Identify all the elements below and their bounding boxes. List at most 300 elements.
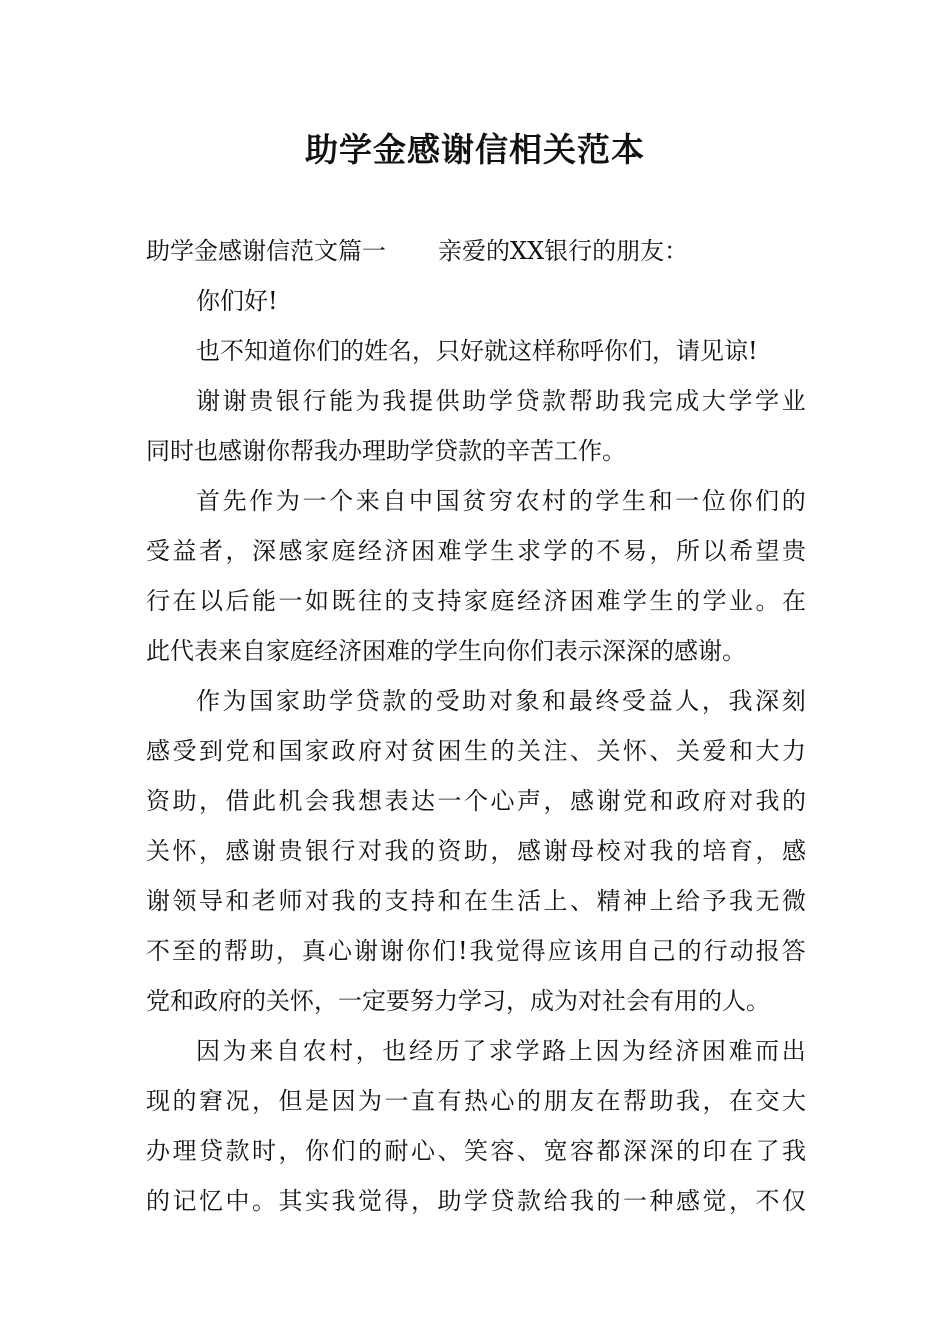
- char: ，: [199, 787, 223, 815]
- char: 因: [331, 1087, 356, 1115]
- char: 给: [543, 1187, 568, 1215]
- char: 谢: [196, 387, 220, 415]
- char: 贷: [515, 387, 540, 415]
- char: 我: [570, 1187, 594, 1215]
- char: 培: [702, 837, 727, 865]
- char: 助: [464, 837, 488, 865]
- char: 深: [252, 537, 276, 565]
- char: 了: [462, 1037, 487, 1065]
- char: 的: [676, 837, 700, 865]
- char: 学: [515, 1037, 540, 1065]
- char: 款: [542, 387, 567, 415]
- char: 位: [701, 487, 726, 515]
- char: 农: [302, 1037, 327, 1065]
- char: ，: [411, 1187, 435, 1215]
- char: 在: [729, 1087, 753, 1115]
- text-line: [146, 326, 806, 376]
- char: 对: [305, 887, 329, 915]
- char: 、: [649, 737, 674, 765]
- char: 到: [199, 737, 223, 765]
- char: 会: [305, 787, 329, 815]
- char: 党: [225, 737, 250, 765]
- char: 的: [409, 687, 433, 715]
- char: 一: [278, 587, 303, 615]
- char: 易: [623, 537, 647, 565]
- char: 我: [622, 387, 646, 415]
- char: 一: [675, 487, 700, 515]
- char: ，: [649, 537, 674, 565]
- char: 能: [329, 387, 354, 415]
- char: 终: [595, 687, 620, 715]
- char: 记: [172, 1187, 197, 1215]
- char: 个: [464, 787, 488, 815]
- char: 作: [249, 487, 274, 515]
- char: 穷: [488, 487, 513, 515]
- char: 国: [278, 737, 303, 765]
- char: 支: [384, 887, 409, 915]
- char: 和: [225, 887, 250, 915]
- char: 提: [409, 387, 433, 415]
- char: 上: [649, 887, 674, 915]
- char: 家: [464, 587, 488, 615]
- char: 关: [146, 837, 170, 865]
- char: 时: [252, 1137, 276, 1165]
- char: 谢: [354, 937, 378, 965]
- char: 印: [702, 1137, 727, 1165]
- char: 生: [649, 587, 674, 615]
- char: ，: [278, 1137, 303, 1165]
- line-text: 你们好!: [196, 287, 278, 315]
- char: 心: [328, 937, 352, 965]
- char: 为: [275, 487, 300, 515]
- char: 。: [755, 587, 780, 615]
- char: 不: [146, 937, 170, 965]
- char: 母: [570, 837, 594, 865]
- char: 助: [437, 1187, 462, 1215]
- char: 热: [464, 1087, 488, 1115]
- char: 村: [542, 487, 567, 515]
- char: 学: [595, 487, 620, 515]
- char: 受: [172, 737, 197, 765]
- char: 容: [490, 1137, 515, 1165]
- char: 的: [676, 1137, 700, 1165]
- heading-line: [146, 226, 806, 276]
- section-label: 助学金感谢信范文篇一: [146, 237, 386, 265]
- char: 庭: [490, 587, 515, 615]
- char: 行: [331, 837, 356, 865]
- char: 在: [464, 887, 488, 915]
- char: 、: [570, 887, 594, 915]
- char: 师: [278, 887, 303, 915]
- char: 深: [755, 687, 780, 715]
- char: 交: [755, 1087, 780, 1115]
- char: 心: [490, 787, 515, 815]
- char: 帮: [224, 937, 248, 965]
- char: 受: [622, 687, 646, 715]
- char: 最: [568, 687, 593, 715]
- char: 对: [384, 737, 409, 765]
- char: 出: [781, 1037, 806, 1065]
- char: 达: [411, 787, 435, 815]
- char: 声: [517, 787, 541, 815]
- char: 困: [570, 587, 594, 615]
- text-line: [146, 1126, 806, 1176]
- char: 耐: [384, 1137, 409, 1165]
- char: 有: [437, 1087, 462, 1115]
- char: ，: [199, 837, 223, 865]
- char: 一: [302, 487, 327, 515]
- char: 难: [728, 1037, 753, 1065]
- char: 我: [782, 1137, 806, 1165]
- char: 济: [543, 587, 568, 615]
- char: 贷: [490, 1187, 515, 1215]
- char: 因: [196, 1037, 220, 1065]
- char: 关: [596, 737, 621, 765]
- char: 助: [462, 687, 487, 715]
- char: 助: [462, 387, 487, 415]
- char: 的: [358, 1137, 382, 1165]
- char: 们: [432, 937, 456, 965]
- char: 所: [676, 537, 700, 565]
- char: 生: [490, 887, 515, 915]
- line-text: 此代表来自家庭经济困难的学生向你们表示深深的感谢。: [146, 637, 746, 665]
- char: 我: [331, 1187, 356, 1215]
- char: 望: [755, 537, 780, 565]
- char: 你: [305, 1137, 329, 1165]
- char: 借: [225, 787, 250, 815]
- char: 己: [651, 937, 676, 965]
- char: 的: [596, 1187, 621, 1215]
- char: 为: [358, 1087, 382, 1115]
- char: 济: [675, 1037, 700, 1065]
- char: 我: [755, 787, 780, 815]
- char: 我: [469, 937, 494, 965]
- char: 受: [146, 537, 170, 565]
- char: 动: [729, 937, 754, 965]
- char: 笑: [464, 1137, 488, 1165]
- char: 希: [729, 537, 753, 565]
- char: 都: [596, 1137, 621, 1165]
- char: 一: [437, 787, 462, 815]
- char: 供: [435, 387, 460, 415]
- char: 不: [596, 537, 621, 565]
- char: 觉: [358, 1187, 382, 1215]
- char: 我: [729, 887, 753, 915]
- char: 持: [411, 887, 435, 915]
- char: 感: [278, 537, 303, 565]
- char: 感: [517, 837, 541, 865]
- char: 以: [199, 587, 223, 615]
- char: 觉: [702, 1187, 727, 1215]
- char: 。: [252, 1187, 276, 1215]
- char: 银: [305, 837, 329, 865]
- char: 贫: [411, 737, 435, 765]
- char: 贷: [199, 1137, 223, 1165]
- char: 既: [331, 587, 356, 615]
- char: 完: [648, 387, 673, 415]
- char: 益: [648, 687, 673, 715]
- char: 予: [702, 887, 727, 915]
- char: 经: [409, 1037, 433, 1065]
- char: 在: [596, 1087, 621, 1115]
- char: 领: [172, 887, 197, 915]
- salutation: 亲爱的XX银行的朋友：: [438, 237, 689, 265]
- char: 上: [543, 887, 568, 915]
- char: 用: [599, 937, 624, 965]
- char: 的: [517, 1087, 541, 1115]
- char: 真: [302, 937, 326, 965]
- text-line: [146, 876, 806, 926]
- char: 难: [437, 537, 462, 565]
- char: 种: [649, 1187, 674, 1215]
- char: 我: [676, 1087, 700, 1115]
- line-text: 也不知道你们的姓名，只好就这样称呼你们，请见谅!: [196, 337, 758, 365]
- char: 贷: [355, 687, 380, 715]
- char: 为: [222, 687, 247, 715]
- char: 持: [437, 587, 462, 615]
- text-line: [146, 976, 806, 1026]
- char: 一: [384, 1087, 409, 1115]
- char: 的: [198, 937, 222, 965]
- char: 者: [199, 537, 223, 565]
- char: 不: [755, 1187, 780, 1215]
- char: 也: [382, 1037, 407, 1065]
- char: 大: [701, 387, 726, 415]
- char: 业: [729, 587, 753, 615]
- char: ，: [490, 837, 515, 865]
- char: 深: [623, 1137, 647, 1165]
- char: 我: [382, 387, 407, 415]
- char: 助: [250, 937, 274, 965]
- char: 学: [488, 387, 513, 415]
- char: 朋: [543, 1087, 568, 1115]
- char: 为: [222, 1037, 247, 1065]
- char: 学: [543, 537, 568, 565]
- char: ，: [755, 837, 780, 865]
- char: 怀: [623, 737, 647, 765]
- char: 行: [302, 387, 327, 415]
- char: 感: [676, 1187, 700, 1215]
- char: 贵: [249, 387, 274, 415]
- char: 个: [329, 487, 354, 515]
- char: 谢: [596, 787, 621, 815]
- text-line: [146, 526, 806, 576]
- char: 此: [252, 787, 276, 815]
- char: ，: [729, 1187, 753, 1215]
- letter-lines: [146, 276, 806, 1226]
- char: 和: [729, 737, 753, 765]
- char: 国: [249, 687, 274, 715]
- char: 对: [729, 787, 753, 815]
- char: 贵: [278, 837, 303, 865]
- char: 和: [649, 787, 674, 815]
- char: 微: [782, 887, 806, 915]
- text-line: [146, 276, 806, 326]
- text-line: [146, 1176, 806, 1226]
- char: 因: [595, 1037, 620, 1065]
- char: 首: [196, 487, 220, 515]
- char: 以: [702, 537, 727, 565]
- char: 自: [625, 937, 650, 965]
- char: 银: [275, 387, 300, 415]
- char: 办: [146, 1137, 170, 1165]
- char: 谢: [252, 837, 276, 865]
- char: 困: [411, 537, 435, 565]
- char: 对: [623, 837, 647, 865]
- char: ，: [355, 1037, 380, 1065]
- char: 、: [517, 1137, 541, 1165]
- text-line: [146, 776, 806, 826]
- char: 中: [409, 487, 433, 515]
- char: 难: [596, 587, 621, 615]
- char: 学: [728, 387, 753, 415]
- char: 力: [782, 737, 806, 765]
- char: 是: [305, 1087, 329, 1115]
- char: 自: [275, 1037, 300, 1065]
- char: 作: [196, 687, 220, 715]
- char: 关: [517, 737, 541, 765]
- text-line: [146, 726, 806, 776]
- char: 的: [358, 887, 382, 915]
- char: 精: [596, 887, 621, 915]
- char: 贵: [782, 537, 806, 565]
- char: 导: [199, 887, 223, 915]
- char: 人: [675, 687, 700, 715]
- char: 刻: [781, 687, 806, 715]
- char: 其: [278, 1187, 303, 1215]
- char: 和: [542, 687, 567, 715]
- char: 了: [755, 1137, 780, 1165]
- char: 觉: [495, 937, 520, 965]
- char: 来: [355, 487, 380, 515]
- line-text: 同时也感谢你帮我办理助学贷款的辛苦工作。: [146, 437, 626, 465]
- char: 学: [464, 537, 488, 565]
- char: 自: [382, 487, 407, 515]
- char: 们: [755, 487, 780, 515]
- char: 的: [570, 537, 594, 565]
- char: 校: [596, 837, 621, 865]
- char: 感: [225, 837, 250, 865]
- char: 后: [225, 587, 250, 615]
- char: 谢: [380, 937, 404, 965]
- char: 农: [515, 487, 540, 515]
- char: 容: [570, 1137, 594, 1165]
- char: 政: [676, 787, 700, 815]
- char: 和: [252, 737, 276, 765]
- char: 款: [225, 1137, 250, 1165]
- char: 助: [649, 1087, 674, 1115]
- char: 育: [729, 837, 753, 865]
- char: 的: [781, 487, 806, 515]
- char: 至: [172, 937, 196, 965]
- char: 答: [781, 937, 806, 965]
- char: 仅: [782, 1187, 806, 1215]
- text-line: [146, 676, 806, 726]
- char: 爱: [702, 737, 727, 765]
- char: 感: [782, 837, 806, 865]
- char: 忆: [199, 1187, 223, 1215]
- char: 和: [437, 887, 462, 915]
- char: 学: [464, 1187, 488, 1215]
- char: 济: [384, 537, 409, 565]
- char: 的: [384, 587, 409, 615]
- char: 为: [355, 387, 380, 415]
- char: 生: [622, 487, 646, 515]
- char: 感: [570, 787, 594, 815]
- char: 生: [464, 737, 488, 765]
- char: 经: [648, 1037, 673, 1065]
- char: 无: [755, 887, 780, 915]
- char: 益: [172, 537, 197, 565]
- char: 得: [521, 937, 546, 965]
- char: 学: [623, 587, 647, 615]
- char: 心: [411, 1137, 435, 1165]
- char: 理: [172, 1137, 197, 1165]
- char: 国: [435, 487, 460, 515]
- char: 宽: [543, 1137, 568, 1165]
- char: 表: [384, 787, 409, 815]
- char: 谢: [146, 887, 170, 915]
- char: 助: [595, 387, 620, 415]
- char: 怀: [172, 837, 197, 865]
- char: 业: [781, 387, 806, 415]
- char: 你: [728, 487, 753, 515]
- char: 成: [675, 387, 700, 415]
- char: 生: [490, 537, 515, 565]
- char: 大: [755, 737, 780, 765]
- char: 实: [305, 1187, 329, 1215]
- char: 行: [146, 587, 170, 615]
- text-line: [146, 426, 806, 476]
- char: 感: [146, 737, 170, 765]
- char: 该: [573, 937, 598, 965]
- char: 助: [172, 787, 197, 815]
- char: 的: [172, 1087, 197, 1115]
- char: 求: [488, 1037, 513, 1065]
- char: 给: [676, 887, 700, 915]
- char: 府: [358, 737, 382, 765]
- char: 困: [701, 1037, 726, 1065]
- char: 党: [623, 787, 647, 815]
- char: 而: [755, 1037, 780, 1065]
- char: 贫: [462, 487, 487, 515]
- char: 政: [331, 737, 356, 765]
- char: 现: [146, 1087, 170, 1115]
- char: 在: [729, 1137, 753, 1165]
- char: 求: [517, 537, 541, 565]
- char: 们: [331, 1137, 356, 1165]
- char: 在: [172, 587, 197, 615]
- text-line: [146, 1076, 806, 1126]
- char: 你: [406, 937, 430, 965]
- char: 大: [782, 1087, 806, 1115]
- text-line: [146, 376, 806, 426]
- char: 来: [249, 1037, 274, 1065]
- char: 的: [677, 937, 702, 965]
- char: 谢: [222, 387, 247, 415]
- char: ，: [225, 537, 250, 565]
- char: 的: [782, 787, 806, 815]
- char: 学: [755, 387, 780, 415]
- char: 一: [623, 1187, 647, 1215]
- char: ，: [252, 1087, 276, 1115]
- char: 如: [305, 587, 329, 615]
- char: 我: [331, 887, 356, 915]
- char: 庭: [331, 537, 356, 565]
- text-line: [146, 576, 806, 626]
- char: 我: [649, 837, 674, 865]
- text-line: [146, 1026, 806, 1076]
